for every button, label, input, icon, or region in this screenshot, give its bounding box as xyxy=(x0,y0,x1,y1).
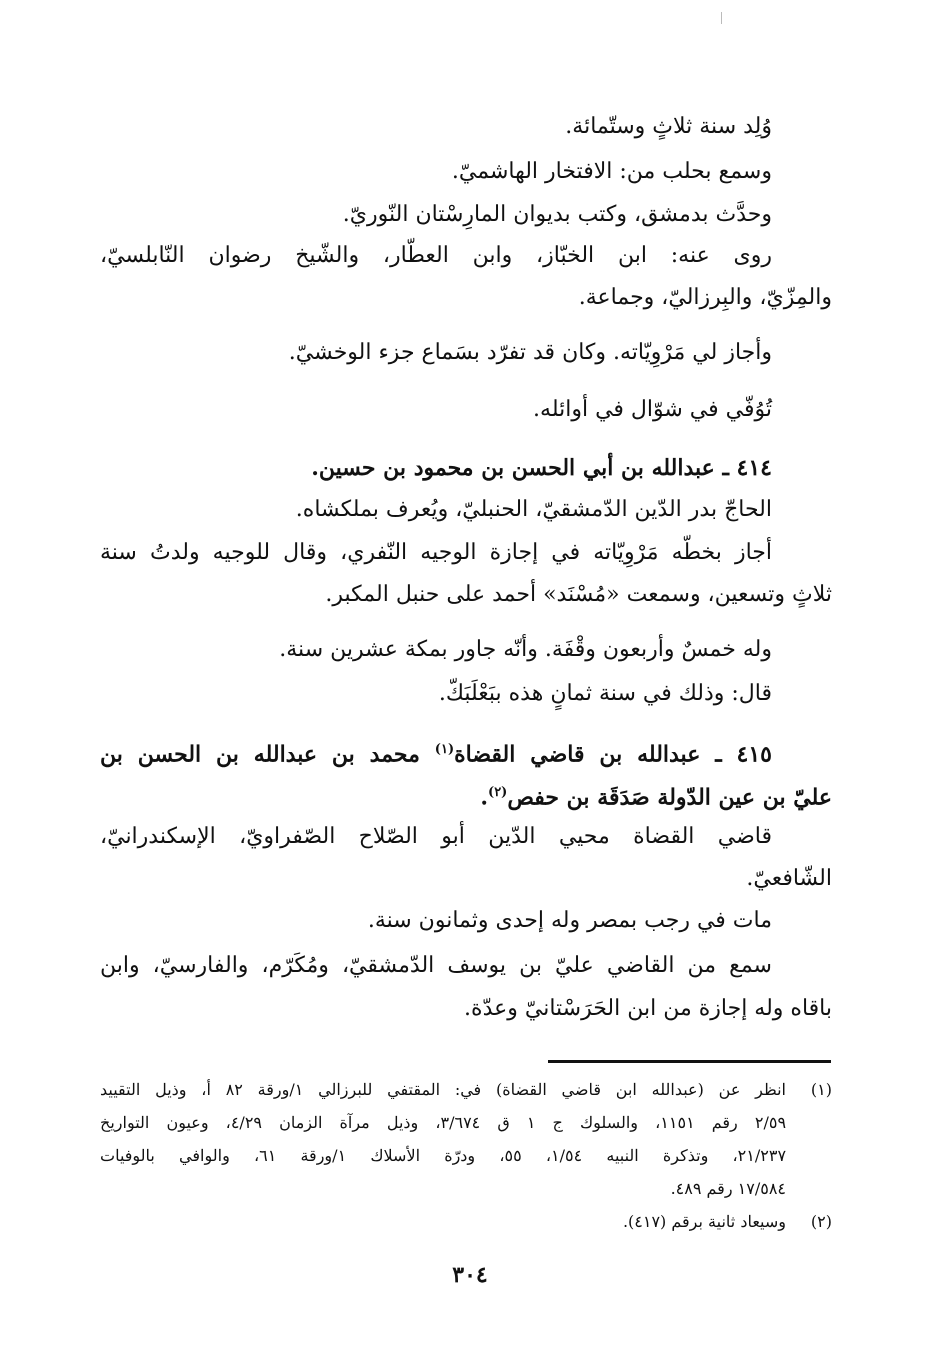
footnote-1-line xyxy=(100,1109,832,1136)
text-line: تُوُفّي في شوّال في أوائله. xyxy=(533,397,772,422)
footnote-1-line xyxy=(100,1175,832,1202)
text-line: روى عنه: ابن الخبّاز، وابن العطّار، والشّيخ رضوان النّابلسيّ، xyxy=(100,243,772,268)
main-text xyxy=(100,0,832,1040)
page-number: ٣٠٤ xyxy=(452,1262,488,1288)
text-line: باقاه وله إجازة من ابن الحَرَسْتانيّ وعدّة. xyxy=(464,996,832,1021)
footnote-number: (١) xyxy=(810,1080,832,1099)
text-line: قاضي القضاة محيي الدّين أبو الصّلاح الصّفراويّ، الإسكندرانيّ، xyxy=(100,824,772,849)
text-line: ثلاثٍ وتسعين، وسمعت «مُسْنَد» أحمد على حنبل المكبر. xyxy=(325,582,832,607)
heading-part: محمد بن عبدالله بن الحسن بن xyxy=(100,741,435,768)
text-line: مات في رجب بمصر وله إحدى وثمانون سنة. xyxy=(367,908,772,933)
text-line: والمِزّيّ، والبِرزاليّ، وجماعة. xyxy=(578,285,832,310)
text-line: الشّافعيّ. xyxy=(746,866,832,891)
text-line: وأجاز لي مَرْوِيّاته. وكان قد تفرّد بسَماع جزء الوخشيّ. xyxy=(288,340,772,365)
footnote-text: انظر عن (عبدالله ابن قاضي القضاة) في: المقتفي للبرزالي ١/ورقة ٨٢ أ، وذيل التقييد xyxy=(100,1080,786,1099)
footnote-text: ١٧/٥٨٤ رقم ٤٨٩. xyxy=(670,1179,786,1198)
heading-part: . xyxy=(480,784,489,811)
footnote-1-line xyxy=(100,1142,832,1169)
text-line: قال: وذلك في سنة ثمانٍ هذه ببَعْلَبَكّ. xyxy=(438,681,772,706)
footnote-number: (٢) xyxy=(810,1212,832,1231)
entry-heading-415-cont xyxy=(100,776,832,810)
footnote-2 xyxy=(100,1208,832,1235)
heading-part: ٤١٥ ـ عبدالله بن قاضي القضاة xyxy=(454,741,772,768)
text-line: أجاز بخطّه مَرْوِيّاته في إجازة الوجيه النّفري، وقال للوجيه ولدتُ سنة xyxy=(100,540,772,565)
text-line: الحاجّ بدر الدّين الدّمشقيّ، الحنبليّ، ويُعرف بملكشاه. xyxy=(295,497,772,522)
footnote-1 xyxy=(100,1076,832,1103)
text-line: وله خمسٌ وأربعون وقْفَة. وأنّه جاور بمكة عشرين سنة. xyxy=(279,637,772,662)
entry-heading-415 xyxy=(100,733,772,767)
footnote-ref-1: (١) xyxy=(434,742,455,757)
footnote-separator xyxy=(548,1060,831,1063)
footnote-ref-2: (٢) xyxy=(488,785,508,800)
heading-part: عليّ بن عين الدّولة صَدَقَة بن حفص xyxy=(507,784,832,811)
text-line: وحدَّث بدمشق، وكتب بديوان المارِسْتان النّوريّ. xyxy=(342,202,772,227)
entry-heading-414: ٤١٤ ـ عبدالله بن أبي الحسن بن محمود بن حسين. xyxy=(311,455,772,481)
footnote-text: وسيعاد ثانية برقم (٤١٧). xyxy=(622,1212,786,1231)
footnote-text: ٢١/٢٣٧، وتذكرة النبيه ١/٥٤، ٥٥، ودرّة الأسلاك ١/ورقة ٦١، والوافي بالوفيات xyxy=(100,1146,787,1165)
text-line: وسمع بحلب من: الافتخار الهاشميّ. xyxy=(451,159,772,184)
footnote-text: ٢/٥٩ رقم ١١٥١، والسلوك ج ١ ق ٣/٦٧٤، وذيل مرآة الزمان ٤/٢٩، وعيون التواريخ xyxy=(100,1113,787,1132)
text-line: سمع من القاضي عليّ بن يوسف الدّمشقيّ، ومُكَرّم، والفارسيّ، وابن xyxy=(100,953,772,978)
text-line: وُلِد سنة ثلاثٍ وستّمائة. xyxy=(565,114,772,139)
